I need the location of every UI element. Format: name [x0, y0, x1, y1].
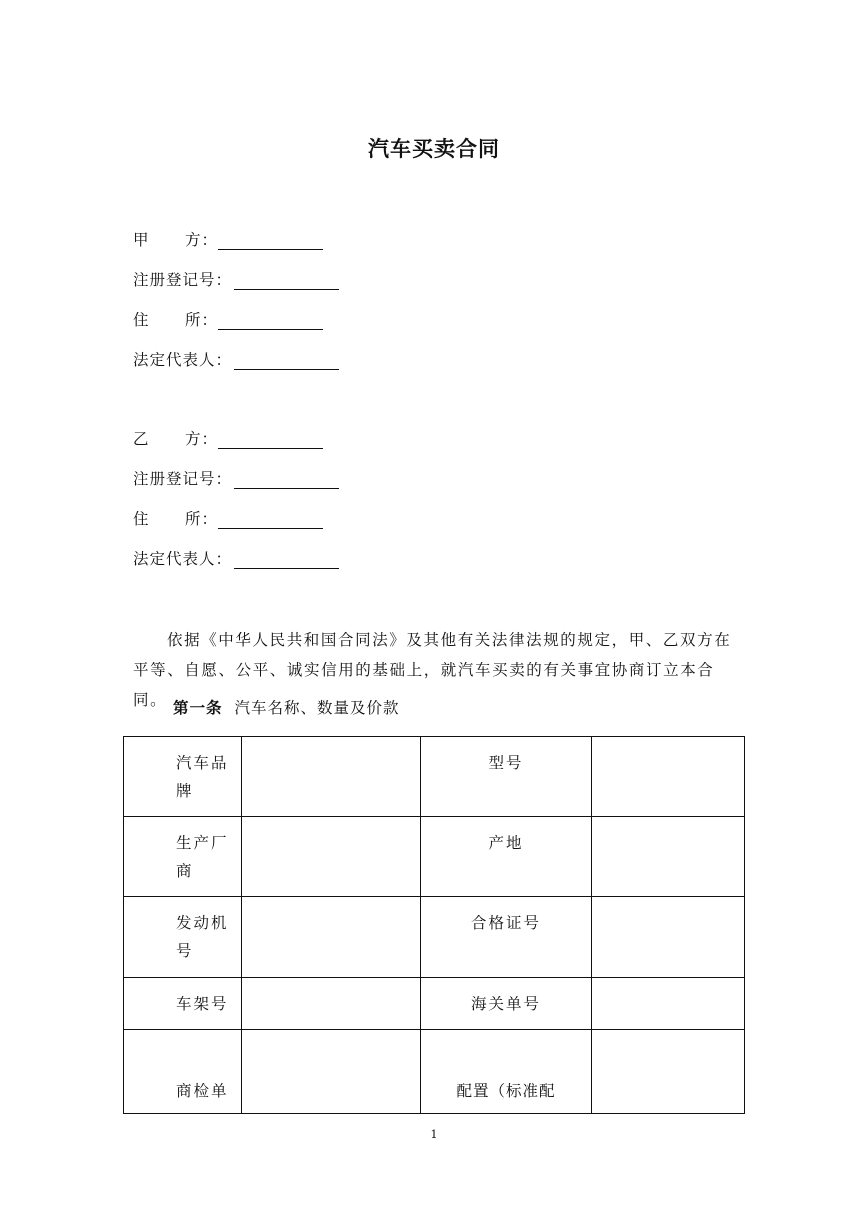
- configuration-value-cell[interactable]: [592, 1030, 745, 1114]
- brand-label-cell: 汽车品 牌: [124, 737, 242, 817]
- engine-no-value-cell[interactable]: [242, 897, 421, 978]
- party-b-name-blank[interactable]: [218, 432, 323, 449]
- party-a-reg-field: [133, 266, 339, 290]
- party-b-reg-label: 注册登记号：: [133, 470, 233, 488]
- preamble-line-1: 依据《中华人民共和国合同法》及其他有关法律法规的规定，甲、乙双方在: [167, 631, 732, 649]
- party-b-address-field: [133, 505, 323, 529]
- article-1-number: 第一条: [173, 698, 223, 717]
- party-a-address-label: 住 所：: [133, 311, 219, 329]
- preamble-line-2: 平等、自愿、公平、诚实信用的基础上，就汽车买卖的有关事宜协商订立本合同。: [133, 661, 715, 709]
- party-b-address-label: 住 所：: [133, 510, 219, 528]
- inspection-label-cell: 商检单: [124, 1030, 242, 1114]
- customs-no-label-cell: 海关单号: [421, 978, 592, 1030]
- party-a-name-blank[interactable]: [218, 233, 323, 250]
- model-label-cell: 型号: [421, 737, 592, 817]
- origin-label-cell: 产地: [421, 817, 592, 897]
- party-a-reg-label: 注册登记号：: [133, 271, 233, 289]
- party-b-address-blank[interactable]: [218, 512, 323, 529]
- document-title: 汽车买卖合同: [368, 136, 500, 161]
- manufacturer-value-cell[interactable]: [242, 817, 421, 897]
- party-b-reg-blank[interactable]: [234, 472, 339, 489]
- manufacturer-label-cell: 生产厂 商: [124, 817, 242, 897]
- origin-value-cell[interactable]: [592, 817, 745, 897]
- party-a-rep-label: 法定代表人：: [133, 351, 233, 369]
- article-1-title: 汽车名称、数量及价款: [234, 699, 400, 717]
- brand-value-cell[interactable]: [242, 737, 421, 817]
- party-a-name-label: 甲 方：: [133, 231, 219, 249]
- party-b-rep-field: [133, 545, 339, 569]
- table-row: [124, 737, 745, 817]
- certificate-no-value-cell[interactable]: [592, 897, 745, 978]
- table-row: [124, 1030, 745, 1114]
- frame-no-value-cell[interactable]: [242, 978, 421, 1030]
- table-row: [124, 897, 745, 978]
- configuration-label-cell: 配置（标准配: [421, 1030, 592, 1114]
- party-b-rep-label: 法定代表人：: [133, 550, 233, 568]
- party-a-reg-blank[interactable]: [234, 273, 339, 290]
- article-1-heading: [173, 696, 400, 718]
- party-b-name-field: [133, 425, 323, 449]
- table-row: [124, 978, 745, 1030]
- party-a-rep-field: [133, 346, 339, 370]
- customs-no-value-cell[interactable]: [592, 978, 745, 1030]
- party-a-name-field: [133, 226, 323, 250]
- party-b-reg-field: [133, 465, 339, 489]
- vehicle-spec-table: [123, 736, 745, 1114]
- party-b-name-label: 乙 方：: [133, 430, 219, 448]
- engine-no-label-cell: 发动机 号: [124, 897, 242, 978]
- model-value-cell[interactable]: [592, 737, 745, 817]
- party-b-rep-blank[interactable]: [234, 552, 339, 569]
- page-number: 1: [430, 1128, 438, 1141]
- table-row: [124, 817, 745, 897]
- party-a-rep-blank[interactable]: [234, 353, 339, 370]
- party-a-address-field: [133, 306, 323, 330]
- frame-no-label-cell: 车架号: [124, 978, 242, 1030]
- inspection-value-cell[interactable]: [242, 1030, 421, 1114]
- certificate-no-label-cell: 合格证号: [421, 897, 592, 978]
- party-a-address-blank[interactable]: [218, 313, 323, 330]
